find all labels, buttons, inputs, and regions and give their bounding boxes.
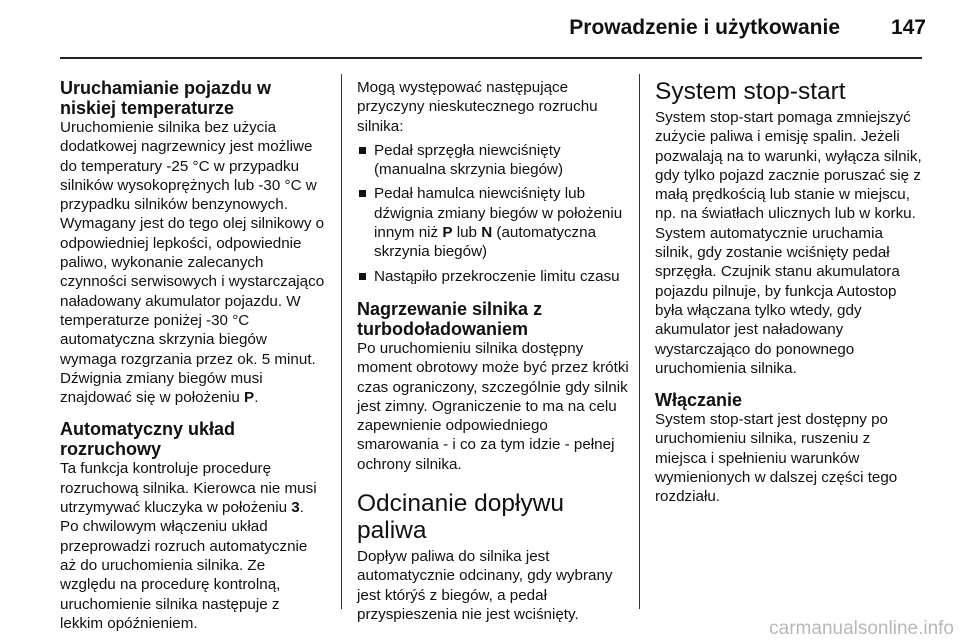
column-divider-right [639,74,640,609]
heading-turbo-warmup: Nagrzewanie silnika z turbodoładowaniem [357,298,543,339]
column-middle [357,78,629,624]
text-cold-start: Uruchomienie silnika bez użycia dodatkowej nagrzewnicy jest możliwe do temperatury -25 °C w przypadku silników wysokoprężnych lub -30 °C w przypadku silników benzynowych. Wymagany jest do tego olej silnikowy o odpowiedniej lepkości, odpowiednie paliwo, wykonanie zalecanych czynności serwisowych i wystarczająco naładowany akumulator pojazdu. W temperaturze poniżej -30 °C automatyczna skrzynia biegów wymaga rozgrzania przez ok. 5 minut. Dźwignia zmiany biegów musi znajdować się w położeniu [60,119,325,407]
list-item [357,141,629,180]
bullet-square-icon [359,147,366,154]
text-period: . [254,389,259,407]
bullet-text-b: (automatyczna skrzynia biegów) [374,224,597,261]
watermark: carmanualsonline.info [769,618,954,639]
heading-cold-start: Uruchamianie pojazdu w niskiej temperaturze [60,78,272,118]
column-left [60,78,325,633]
heading-enabling: Włączanie [655,390,743,411]
paragraph-fuel-cutoff: Dopływ paliwa do silnika jest automatycznie odcinany, gdy wybrany jest którýś z biegów, a pedał przyspieszenia nie jest wciśnięty. [357,548,613,623]
gear-position-p: P [442,224,453,242]
heading-fuel-cutoff: Odcinanie dopływu paliwa [357,490,565,545]
header-title: Prowadzenie i użytkowanie [569,16,840,39]
key-position-3: 3 [291,499,300,517]
gear-position-n: N [481,224,493,242]
text-auto-start-a: Ta funkcja kontroluje procedurę rozruchową silnika. Kierowca nie musi utrzymywać kluczyka w położeniu [60,460,317,517]
list-item [357,267,629,286]
bullet-text: Nastąpiło przekroczenie limitu czasu [374,267,620,285]
heading-auto-start: Automatyczny układ rozruchowy [60,419,236,460]
header-rule [60,57,922,59]
bullet-text-mid: lub [452,224,482,242]
bullet-square-icon [359,273,366,280]
bullet-square-icon [359,190,366,197]
paragraph-stop-start: System stop-start pomaga zmniejszyć zużycie paliwa i emisję spalin. Jeżeli pozwalają na to warunki, wyłącza silnik, gdy tylko pojazd zacznie poruszać się z małą prędkością lub stanie w miejscu, np. na światłach ulicznych lub w korku. System automatycznie uruchamia silnik, gdy zostanie wciśnięty pedał sprzęgła. Czujnik stanu akumulatora pojazdu pilnuje, by funkcja Autostop była włączana tylko wtedy, gdy akumulator jest naładowany wystarczająco do ponownego uruchomienia silnika. [655,109,922,377]
page-header [0,0,960,58]
paragraph-causes-intro: Mogą występować następujące przyczyny nieskutecznego rozruchu silnika: [357,79,598,135]
paragraph-turbo-warmup: Po uruchomieniu silnika dostępny moment obrotowy może być przez krótki czas ograniczony, szczególnie gdy silnik jest zimny. Ograniczenie to ma na celu zapewnienie odpowiedniego smarowania - i co za tym idzie - pełnej ochrony silnika. [357,339,629,473]
causes-list [357,141,629,286]
paragraph-enabling: System stop-start jest dostępny po uruchomieniu silnika, ruszeniu z miejsca i spełnieniu warunków wymienionych w dalszej części tego rozdziału. [655,411,898,506]
gear-position-p: P [244,389,255,407]
column-right [655,78,925,507]
heading-stop-start: System stop-start [655,78,846,105]
paragraph-cold-start [60,118,325,407]
bullet-text: Pedał sprzęgła niewciśnięty (manualna skrzynia biegów) [374,141,564,179]
paragraph-auto-start [60,459,325,633]
text-auto-start-b: . Po chwilowym włączeniu układ przeprowadzi rozruch automatycznie aż do uruchomienia silnika. Ze względu na procedurę kontrolną, uruchomienie silnika następuje z lekkim opóźnieniem. [60,499,308,632]
bullet-text-a: Pedał hamulca niewciśnięty lub dźwignia zmiany biegów w położeniu innym niż [374,185,623,242]
column-divider-left [341,74,342,609]
page-number: 147 [890,16,926,39]
list-item [357,184,629,261]
